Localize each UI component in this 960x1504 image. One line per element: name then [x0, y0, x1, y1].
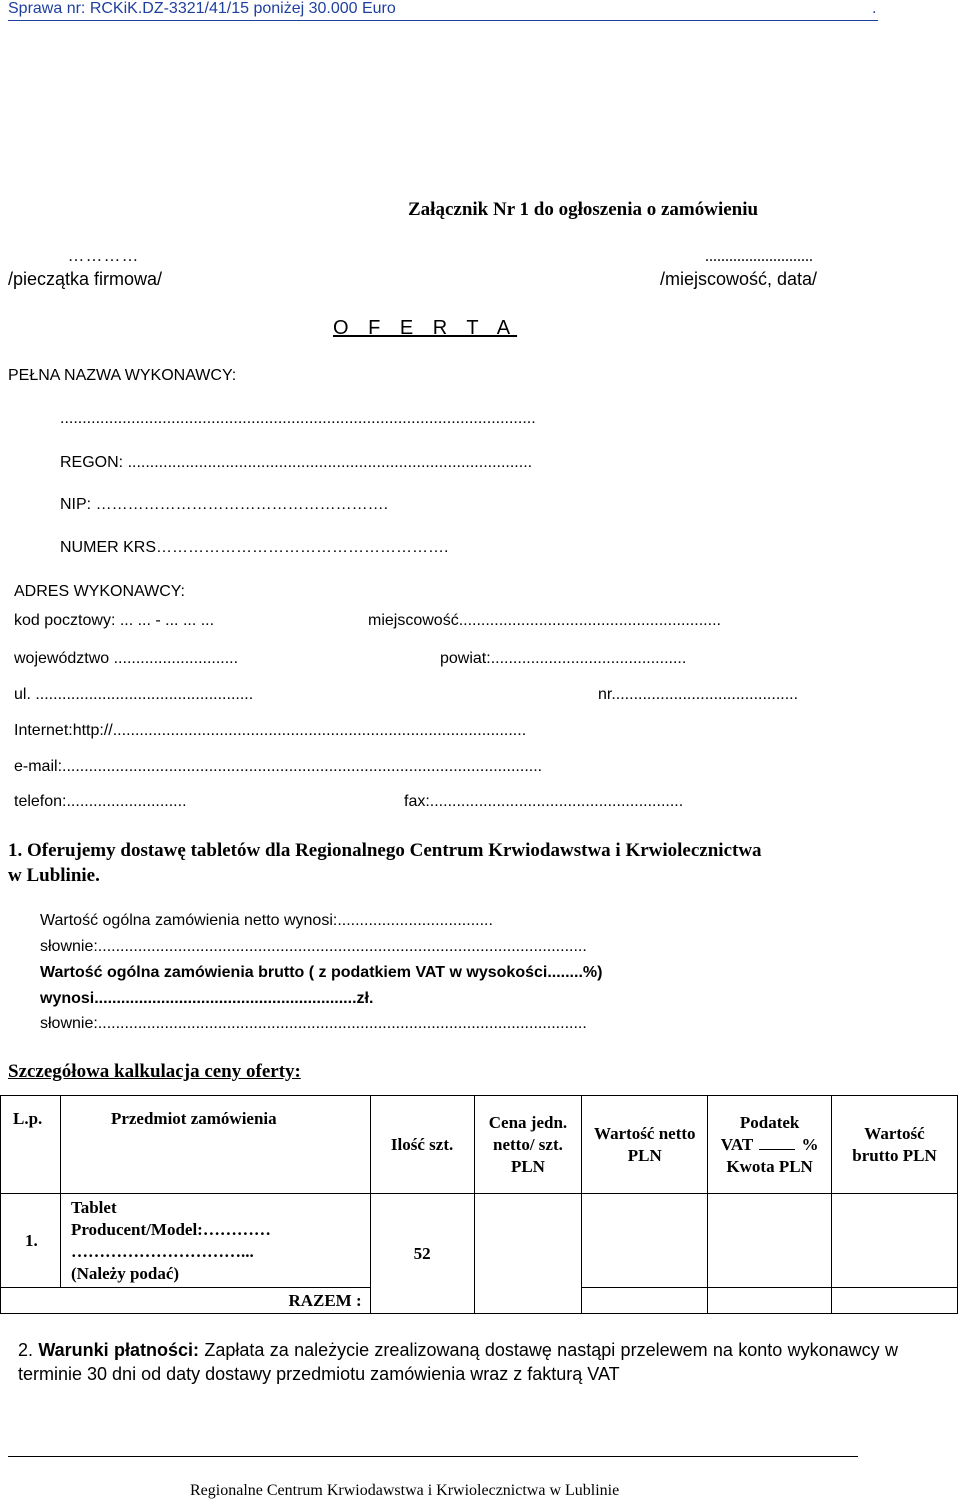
district-field[interactable]: powiat:............................................: [440, 650, 687, 667]
row-item-note: (Należy podać): [70, 1263, 180, 1283]
header-trailing-dot: .: [872, 0, 877, 17]
full-name-field[interactable]: ...........................................................................................................: [60, 410, 536, 427]
row-gross-value-cell[interactable]: [832, 1194, 958, 1288]
header-unit-price: Cena jedn. netto/ szt. PLN: [474, 1096, 582, 1194]
header-qty: Ilość szt.: [370, 1096, 474, 1194]
row-lp: 1.: [1, 1194, 61, 1288]
city-field[interactable]: miejscowość...........................................................: [368, 612, 721, 629]
gross-words-field[interactable]: słownie:..............................................................................................................: [40, 1015, 587, 1032]
nip-field[interactable]: NIP: ……………………………………………….: [60, 496, 389, 513]
header-vat-label: VAT: [720, 1134, 753, 1154]
postal-code-field[interactable]: kod pocztowy: ... ... - ... ... ...: [14, 612, 215, 629]
voivodeship-field[interactable]: województwo ............................: [14, 650, 239, 667]
footer-text: Regionalne Centrum Krwiodawstwa i Krwiolecznictwa w Lublinie: [190, 1482, 620, 1499]
net-value-field[interactable]: Wartość ogólna zamówienia netto wynosi:...................................: [40, 912, 493, 929]
row-net-value-cell[interactable]: [582, 1194, 708, 1288]
phone-field[interactable]: telefon:...........................: [14, 793, 187, 810]
row-item: [60, 1194, 370, 1288]
header-vat-percent: %: [801, 1134, 819, 1154]
row-item-model[interactable]: Producent/Model:…………: [70, 1219, 271, 1239]
header-vat-line2: [708, 1134, 831, 1156]
regon-field[interactable]: REGON: ...........................................................................................: [60, 454, 533, 471]
price-calculation-table: [0, 1095, 958, 1314]
header-item: Przedmiot zamówienia: [60, 1096, 370, 1194]
vat-rate-blank[interactable]: [759, 1149, 795, 1150]
row-vat-cell[interactable]: [708, 1194, 832, 1288]
attachment-title: Załącznik Nr 1 do ogłoszenia o zamówieniu: [408, 199, 759, 220]
gross-value-field[interactable]: Wartość ogólna zamówienia brutto ( z podatkiem VAT w wysokości........%): [40, 964, 603, 981]
row-qty: 52: [370, 1194, 474, 1314]
offer-title: O F E R T A: [333, 317, 518, 339]
total-vat-cell[interactable]: [708, 1288, 832, 1314]
row-item-name: Tablet: [70, 1197, 117, 1217]
header-vat-line1: Podatek: [739, 1112, 800, 1132]
address-label: ADRES WYKONAWCY:: [14, 583, 185, 600]
header-net-value: Wartość netto PLN: [582, 1096, 708, 1194]
street-number-field[interactable]: nr..........................................: [598, 686, 799, 703]
section1-heading: 1. Oferujemy dostawę tabletów dla Regionalnego Centrum Krwiodawstwa i Krwiolecznictwa: [8, 840, 762, 861]
fax-field[interactable]: fax:.........................................................: [404, 793, 684, 810]
net-words-field[interactable]: słownie:..............................................................................................................: [40, 938, 587, 955]
krs-field[interactable]: NUMER KRS……………………………………………….: [60, 539, 449, 556]
header-vat-line3: Kwota PLN: [726, 1156, 813, 1176]
payment-terms: [18, 1338, 898, 1386]
header-vat: [708, 1096, 832, 1194]
case-number: Sprawa nr: RCKiK.DZ-3321/41/15 poniżej 30.000 Euro: [8, 0, 396, 17]
row-item-model-cont[interactable]: …………………………...: [70, 1241, 254, 1261]
stamp-label: /pieczątka firmowa/: [8, 269, 163, 289]
payment-terms-number: 2.: [18, 1340, 34, 1360]
place-date-label: /miejscowość, data/: [660, 269, 818, 289]
street-field[interactable]: ul. .................................................: [14, 686, 254, 703]
place-date-dots: ...........................: [705, 248, 813, 265]
total-net-cell[interactable]: [582, 1288, 708, 1314]
total-label: RAZEM :: [1, 1288, 371, 1314]
payment-terms-heading: Warunki płatności:: [38, 1340, 200, 1360]
stamp-dots: …………: [68, 248, 140, 265]
row-unit-price-cell[interactable]: [474, 1194, 582, 1314]
table-row: [1, 1194, 958, 1288]
full-name-label: PEŁNA NAZWA WYKONAWCY:: [8, 367, 237, 384]
calc-heading: Szczegółowa kalkulacja ceny oferty:: [8, 1061, 301, 1082]
case-header: [8, 0, 396, 18]
total-gross-cell[interactable]: [832, 1288, 958, 1314]
internet-field[interactable]: Internet:http://.............................................................................................: [14, 722, 527, 739]
table-header-row: [1, 1096, 958, 1194]
gross-amount-field[interactable]: wynosi...........................................................zł.: [40, 990, 374, 1007]
payment-terms-text: Zapłata za należycie zrealizowaną dostawę nastąpi przelewem na konto wykonawcy w terminie 30 dni od daty dostawy przedmiotu zamówienia wraz z fakturą VAT: [18, 1340, 898, 1384]
footer-rule: [8, 1456, 858, 1457]
section1-heading-cont: w Lublinie.: [8, 865, 100, 886]
header-lp: L.p.: [1, 1096, 61, 1194]
header-gross-value: Wartość brutto PLN: [832, 1096, 958, 1194]
header-underline: [8, 20, 878, 21]
email-field[interactable]: e-mail:............................................................................................................: [14, 758, 543, 775]
